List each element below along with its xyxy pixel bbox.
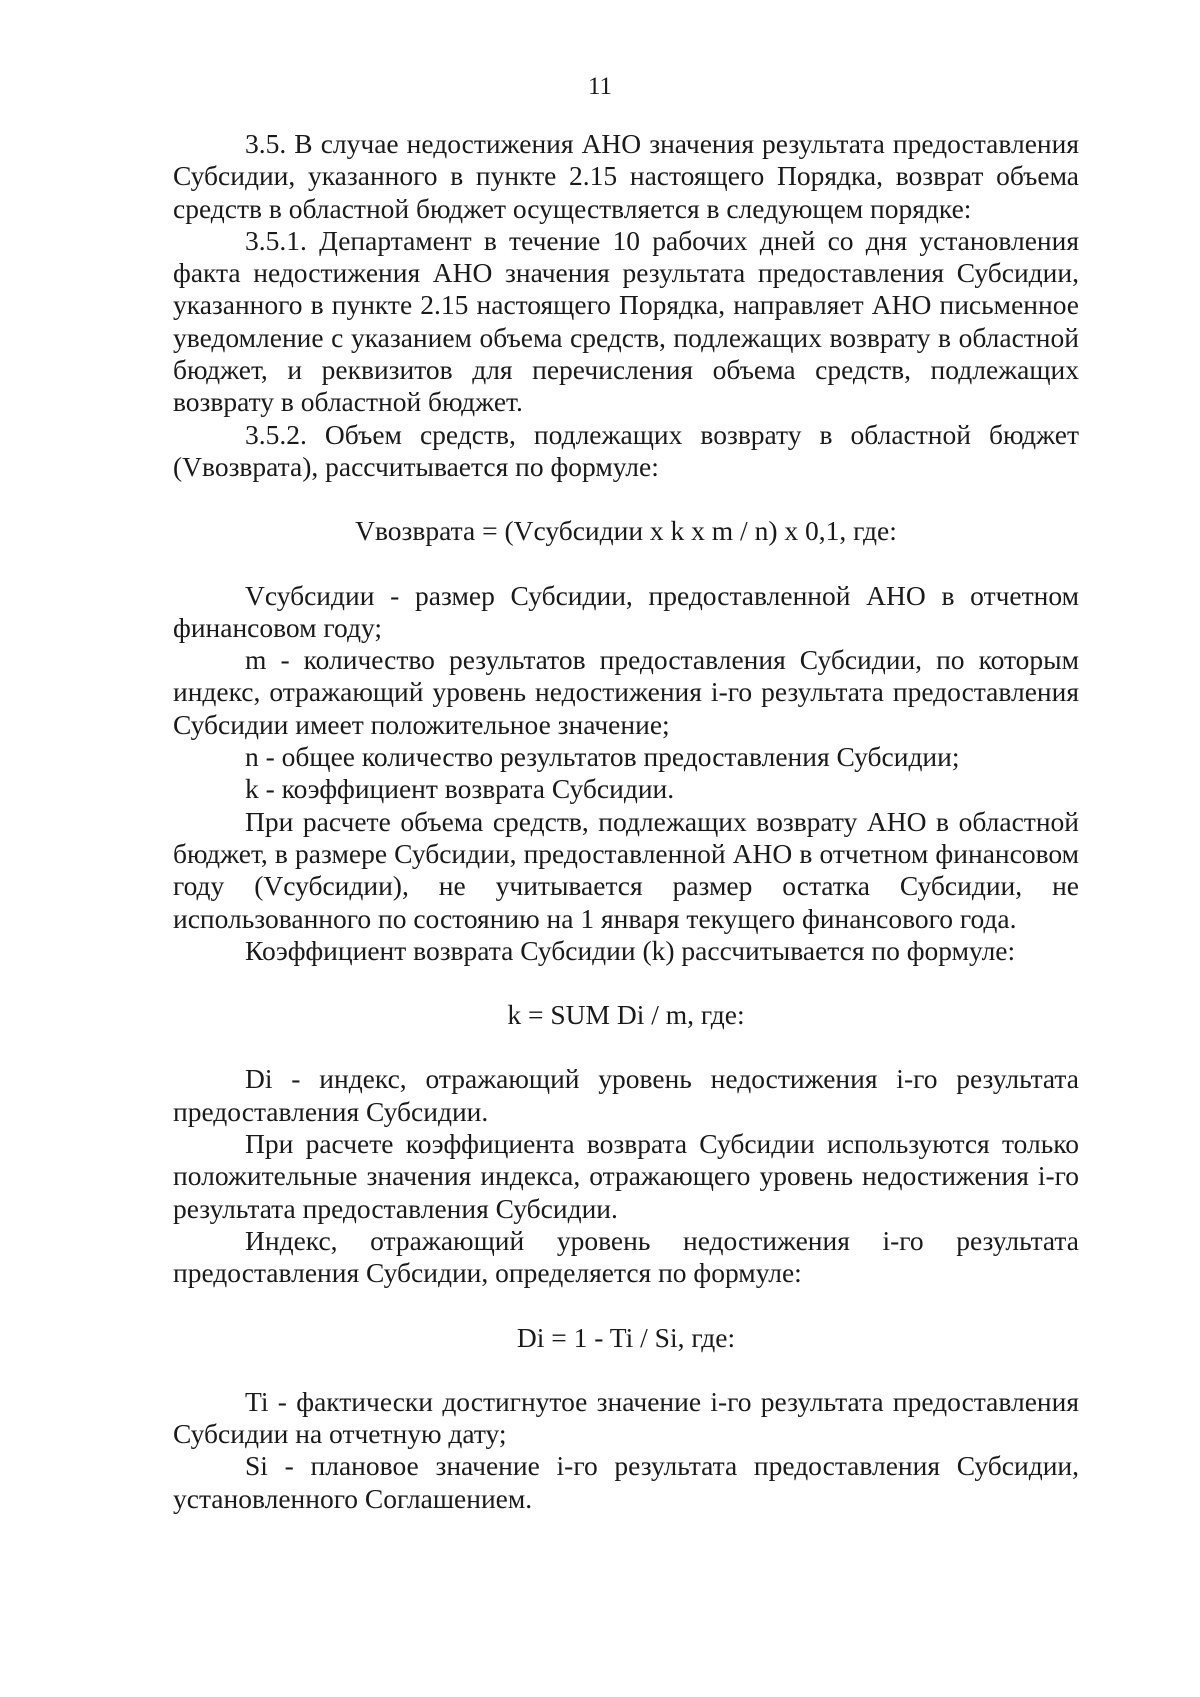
formula-k: k = SUM Di / m, где:: [507, 999, 745, 1031]
clause-3-5-2: 3.5.2. Объем средств, подлежащих возврату в областной бюджет (Vвозврата), рассчитывается по формуле:: [173, 418, 1079, 482]
coefficient-intro: Коэффициент возврата Субсидии (k) рассчитывается по формуле:: [245, 934, 1016, 966]
page-number: 11: [587, 73, 613, 100]
document-body: [173, 128, 1079, 1515]
definition-n: n - общее количество результатов предоставления Субсидии;: [245, 741, 960, 773]
formula-v-return: Vвозврата = (Vсубсидии x k x m / n) x 0,1, где:: [355, 515, 897, 547]
clause-3-5-1: 3.5.1. Департамент в течение 10 рабочих дней со дня установления факта недостижения АНО значения результата предоставления Субсидии, указанного в пункте 2.15 настоящего Порядка, направляет АНО письменное уведомление с указанием объема средств, подлежащих возврату в областной бюджет, и реквизитов для перечисления объема средств, подлежащих возврату в областной бюджет.: [173, 224, 1079, 418]
definition-ti: Ti - фактически достигнутое значение i-го результата предоставления Субсидии на отчетную дату;: [173, 1385, 1079, 1450]
note-subsidy-balance: При расчете объема средств, подлежащих возврату АНО в областной бюджет, в размере Субсидии, предоставленной АНО в отчетном финансовом году (Vсубсидии), не учитывается размер остатка Субсидии, не использованного по состоянию на 1 января текущего финансового года.: [173, 805, 1079, 934]
definition-v-subsidy: Vсубсидии - размер Субсидии, предоставленной АНО в отчетном финансовом году;: [173, 579, 1079, 643]
index-intro: Индекс, отражающий уровень недостижения i-го результата предоставления Субсидии, определяется по формуле:: [173, 1224, 1079, 1289]
formula-di: Di = 1 - Ti / Si, где:: [516, 1321, 736, 1353]
definition-di: Di - индекс, отражающий уровень недостижения i-го результата предоставления Субсидии.: [173, 1063, 1079, 1127]
definition-si: Si - плановое значение i-го результата предоставления Субсидии, установленного Соглашением.: [173, 1450, 1079, 1514]
definition-k: k - коэффициент возврата Субсидии.: [245, 773, 675, 805]
clause-3-5: 3.5. В случае недостижения АНО значения результата предоставления Субсидии, указанного в пункте 2.15 настоящего Порядка, возврат объема средств в областной бюджет осуществляется в следующем порядке:: [173, 128, 1079, 224]
definition-m: m - количество результатов предоставления Субсидии, по которым индекс, отражающий уровень недостижения i-го результата предоставления Субсидии имеет положительное значение;: [173, 644, 1079, 740]
note-positive-values: При расчете коэффициента возврата Субсидии используются только положительные значения индекса, отражающего уровень недостижения i-го результата предоставления Субсидии.: [173, 1128, 1079, 1224]
